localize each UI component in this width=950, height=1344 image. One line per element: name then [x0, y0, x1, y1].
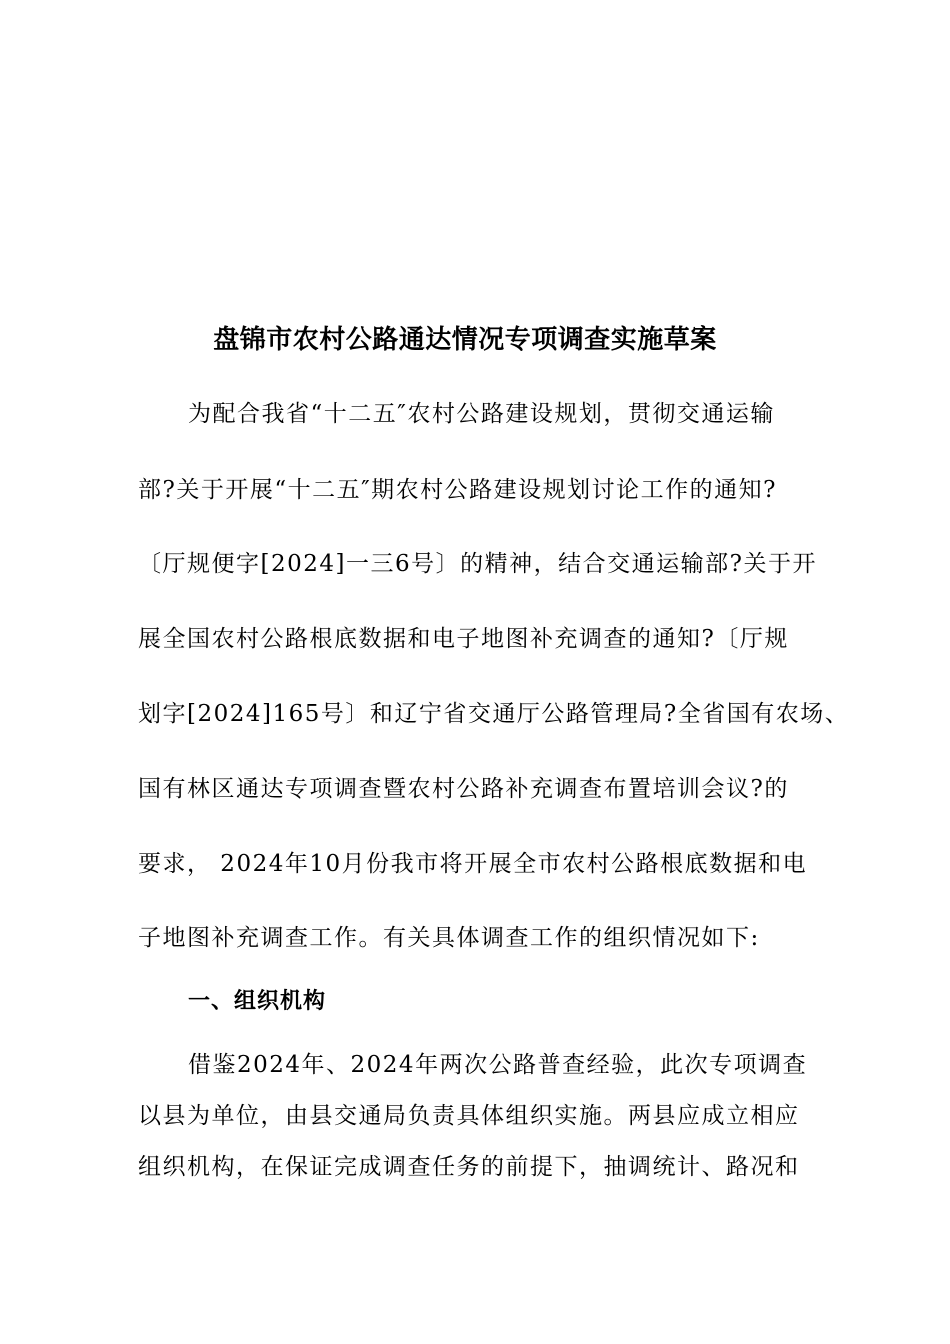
intro-line-8: 子地图补充调查工作。有关具体调查工作的组织情况如下:: [138, 925, 760, 951]
section1-line-1: 借鉴2024年、2024年两次公路普查经验，此次专项调查: [188, 1052, 808, 1078]
intro-line-4: 展全国农村公路根底数据和电子地图补充调查的通知?〔厅规: [138, 626, 789, 652]
intro-line-6: 国有林区通达专项调查暨农村公路补充调查布置培训会议?的: [138, 776, 789, 802]
intro-line-3: 〔厅规便字[2024]一三6号〕的精神，结合交通运输部?关于开: [138, 551, 817, 577]
intro-line-2: 部?关于开展“十二五″期农村公路建设规划讨论工作的通知?: [138, 477, 778, 503]
section1-line-2: 以县为单位，由县交通局负责具体组织实施。两县应成立相应: [138, 1103, 800, 1129]
intro-line-5: 划字[2024]165号〕和辽宁省交通厅公路管理局?全省国有农场、: [138, 701, 850, 727]
intro-line-7: 要求， 2024年10月份我市将开展全市农村公路根底数据和电: [138, 851, 808, 877]
document-title: 盘锦市农村公路通达情况专项调查实施草案: [213, 325, 717, 355]
section1-line-3: 组织机构，在保证完成调查任务的前提下，抽调统计、路况和: [138, 1154, 800, 1180]
intro-line-1: 为配合我省“十二五″农村公路建设规划，贯彻交通运输: [188, 401, 775, 427]
section-heading-organization: 一、组织机构: [188, 989, 327, 1014]
